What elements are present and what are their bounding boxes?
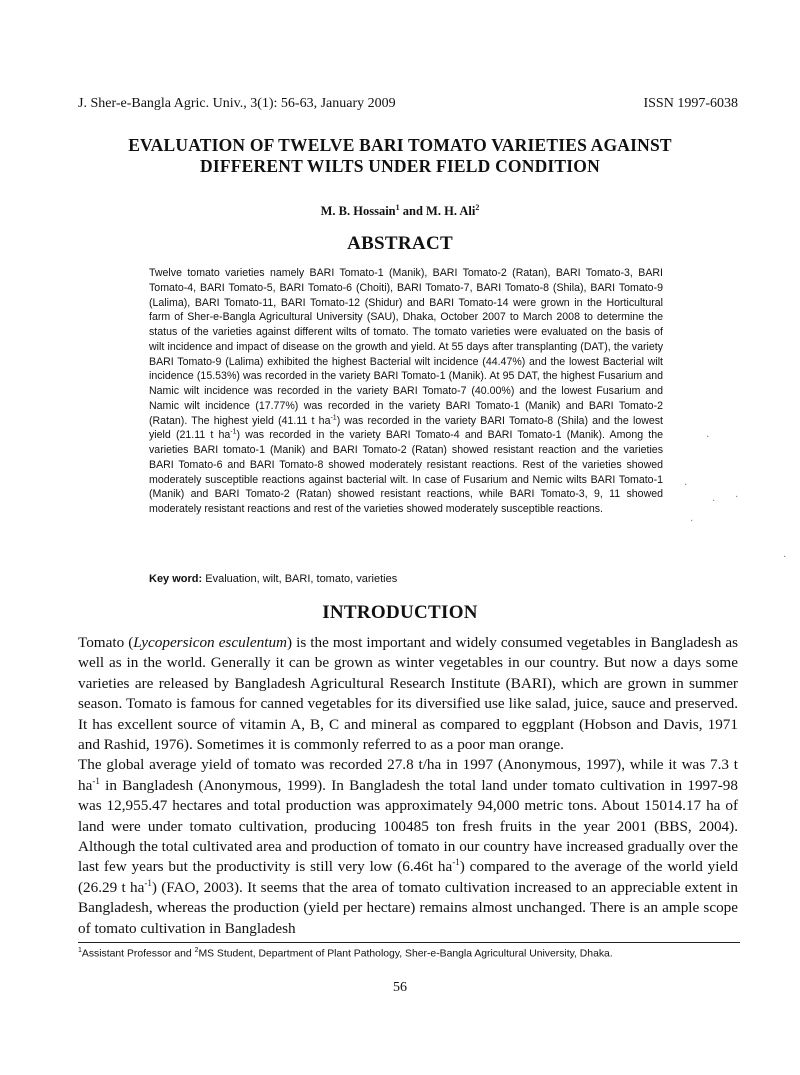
scan-speck: · (712, 496, 716, 507)
unit-exponent: -1 (144, 877, 152, 888)
keywords-list: Evaluation, wilt, BARI, tomato, varieties (202, 573, 398, 585)
intro-p2-part-a: The global average yield of tomato was recorded 27.8 t/ha in 1997 (Anonymous, 1997), while it was 7.3 t ha (78, 756, 738, 794)
affiliation-mark-1: 1 (395, 203, 400, 212)
species-name: Lycopersicon esculentum (133, 634, 288, 651)
unit-exponent: -1 (330, 413, 337, 421)
scan-speck: · (783, 552, 787, 563)
scan-speck: · (706, 432, 710, 443)
intro-paragraph-2 (78, 755, 738, 939)
author-2: M. H. Ali (426, 204, 476, 219)
scan-speck: · (690, 516, 694, 527)
footnote-affiliation-2: MS Student, Department of Plant Pathology, Sher-e-Bangla Agricultural University, Dhaka. (198, 948, 613, 960)
journal-citation: J. Sher-e-Bangla Agric. Univ., 3(1): 56-63, January 2009 (78, 96, 396, 111)
unit-exponent: -1 (92, 775, 100, 786)
author-connector: and (399, 204, 427, 219)
issn: ISSN 1997-6038 (643, 96, 738, 111)
abstract-heading: ABSTRACT (347, 233, 453, 254)
affiliation-mark-2: 2 (475, 203, 480, 212)
page-number: 56 (393, 980, 407, 995)
abstract-text (149, 266, 663, 517)
intro-p1-part-b: ) is the most important and widely consumed vegetables in Bangladesh as well as in the world. Generally it can be grown as winter vegetables in our country. But now a days some varieties are released by Bangladesh Agricultural Research Institute (BARI), which are grown in summer season. Tomato is famous for canned vegetables for its diversified use like salad, juice, sauce and preserved. It has excellent source of vitamin A, B, C and mineral as compared to eggplant (Hobson and Davis, 1971 and Rashid, 1976). Sometimes it is commonly referred to as a poor man orange. (78, 634, 738, 754)
title-line-2: DIFFERENT WILTS UNDER FIELD CONDITION (200, 156, 600, 176)
keywords (149, 572, 397, 586)
paper-title (80, 135, 720, 177)
introduction-text (78, 633, 738, 939)
unit-exponent: -1 (230, 428, 237, 436)
title-line-1: EVALUATION OF TWELVE BARI TOMATO VARIETIES AGAINST (128, 135, 672, 155)
intro-paragraph-1 (78, 633, 738, 755)
intro-p1-part-a: Tomato ( (78, 634, 134, 651)
intro-p2-part-c: ) compared to the average of the world yield (26.29 t ha (78, 858, 739, 896)
footnote-mark-1: 1 (78, 947, 82, 954)
footnote-mark-2: 2 (194, 947, 199, 954)
author-list (0, 201, 800, 218)
footnote-divider (78, 942, 740, 943)
keywords-label: Key word: (149, 573, 203, 585)
running-head (78, 96, 738, 112)
intro-p2-part-d: ) (FAO, 2003). It seems that the area of tomato cultivation increased to an appreciable extent in Bangladesh, whereas the production (yield per hectare) remains almost unchanged. There is an ample scope of tomato cultivation in Bangladesh (78, 878, 738, 937)
author-1: M. B. Hossain (320, 204, 396, 219)
abstract-text-part-1: Twelve tomato varieties namely BARI Tomato-1 (Manik), BARI Tomato-2 (Ratan), BARI Tomato-3, BARI Tomato-4, BARI Tomato-5, BARI Tomato-6 (Choiti), BARI Tomato-7, BARI Tomato-8 (Shila), BARI Tomato-9 (Lalima), BARI Tomato-11, BARI Tomato-12 (Shidur) and BARI Tomato-14 were grown in the Horticultural farm of Sher-e-Bangla Agricultural University (SAU), Dhaka, October 2007 to March 2008 to determine the status of the varieties against different wilts of tomato. The tomato varieties were evaluated on the basis of wilt incidence and impact of disease on the growth and yield. At 55 days after transplanting (DAT), the variety BARI Tomato-9 (Lalima) exhibited the highest Bacterial wilt incidence (44.47%) and the lowest Bacterial wilt incidence (15.53%) was recorded in the variety BARI Tomato-1 (Manik). At 95 DAT, the highest Fusarium and Namic wilt incidence was recorded in the variety BARI Tomato-7 (40.00%) and the lowest Fusarium and Namic wilt incidence (17.77%) was recorded in the variety BARI Tomato-1 (Manik) and BARI Tomato-2 (Ratan). The highest yield (41.11 t ha (149, 267, 663, 427)
abstract-text-part-2: ) was recorded in the variety BARI Tomato-8 (Shila) and the lowest yield (21.11 t ha (149, 414, 663, 442)
footnote-affiliation-1: Assistant Professor and (81, 948, 195, 960)
intro-p2-part-b: in Bangladesh (Anonymous, 1999). In Bangladesh the total land under tomato cultivation in 1997-98 was 12,955.47 hectares and total production was approximately 94,000 metric tons. About 15014.17 ha of land were under tomato cultivation, producing 100485 ton fresh fruits in the year 2001 (BBS, 2004). Although the total cultivated area and production of tomato in our country have increased gradually over the last few years but the productivity is still very low (6.46t ha (78, 776, 738, 876)
introduction-heading: INTRODUCTION (322, 602, 478, 623)
footnote (78, 944, 613, 960)
abstract-text-part-3: ) was recorded in the variety BARI Tomato-4 and BARI Tomato-1 (Manik). Among the varieties BARI tomato-1 (Manik) and BARI Tomato-2 (Ratan) showed resistant reaction and the varieties BARI Tomato-6 and BARI Tomato-8 showed moderately resistant reactions. Rest of the varieties showed moderately susceptible reactions against bacterial wilt. In case of Fusarium and Nemic wilts BARI Tomato-1 (Manik) and BARI Tomato-2 (Ratan) showed resistant reactions, while BARI Tomato-3, 9, 11 showed moderately resistant reactions and rest of the varieties showed moderately susceptible reactions. (149, 429, 663, 515)
scan-speck: · (684, 480, 688, 491)
unit-exponent: -1 (452, 857, 460, 868)
scan-speck: · (735, 492, 739, 503)
